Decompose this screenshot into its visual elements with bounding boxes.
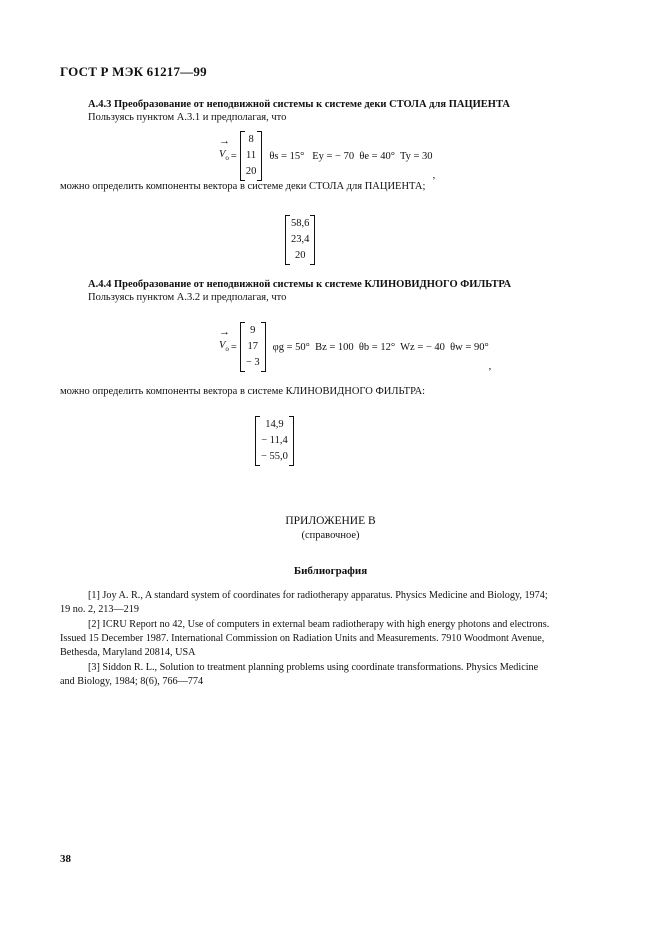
vector-vo <box>219 326 230 354</box>
result-vector-matrix <box>285 215 315 265</box>
appendix-subtitle: (справочное) <box>301 530 360 541</box>
section-a43-intro: Пользуясь пунктом А.3.1 и предполагая, что <box>88 112 287 123</box>
section-a43-result-intro: можно определить компоненты вектора в системе деки СТОЛА для ПАЦИЕНТА; <box>60 181 426 192</box>
matrix-cell: 8 <box>248 134 254 145</box>
bibliography-line: [3] Siddon R. L., Solution to treatment planning problems using coordinate transformations. Physics Medicine <box>88 662 539 673</box>
equals-sign: = <box>230 150 237 162</box>
matrix-cell: 20 <box>245 166 257 177</box>
bibliography-entry <box>60 589 605 617</box>
section-a44-result-intro: можно определить компоненты вектора в системе КЛИНОВИДНОГО ФИЛЬТРА: <box>60 386 426 397</box>
document-header: ГОСТ Р МЭК 61217—99 <box>60 64 207 79</box>
page-number: 38 <box>60 853 71 865</box>
matrix-cell: − 55,0 <box>261 451 288 462</box>
appendix-title: ПРИЛОЖЕНИЕ В <box>285 515 376 527</box>
section-a43-title-caps: СТОЛА для ПАЦИЕНТА <box>389 99 511 110</box>
bibliography-line: Bethesda, Maryland 20814, USA <box>60 647 196 658</box>
vector-subscript: o <box>225 154 229 163</box>
section-a44-result <box>252 416 297 466</box>
bibliography-list <box>60 589 605 689</box>
matrix-cell: 17 <box>247 341 258 352</box>
matrix-cell: − 3 <box>245 357 260 368</box>
bibliography-entry <box>60 618 605 660</box>
matrix-cell: 58,6 <box>291 218 310 229</box>
section-a43-result <box>282 215 318 265</box>
vector-subscript: o <box>225 345 229 354</box>
section-a44-number: А.4.4 <box>88 279 114 290</box>
matrix-cell: − 11,4 <box>261 435 288 446</box>
bibliography-heading: Библиография <box>293 565 368 577</box>
section-a44-title-text: Преобразование от неподвижной системы к системе <box>113 279 365 290</box>
section-a43-number: А.4.3 <box>88 99 114 110</box>
parameter-list: φg = 50° Bz = 100 θb = 12° Wz = − 40 θw = 90° <box>272 341 489 353</box>
bibliography-entry <box>60 661 605 689</box>
bibliography-line: and Biology, 1984; 8(6), 766—774 <box>60 676 204 687</box>
parameter-list: θs = 15° Ey = − 70 θe = 40° Ty = 30 <box>269 150 433 162</box>
matrix-cell: 9 <box>250 325 256 336</box>
section-a43-equation <box>219 131 435 181</box>
bibliography-line: 19 no. 2, 213—219 <box>60 604 139 615</box>
bibliography-line: [2] ICRU Report no 42, Use of computers in external beam radiotherapy with high energy photons and electrons. <box>88 619 550 630</box>
section-a43-title-text: Преобразование от неподвижной системы к системе деки <box>113 99 390 110</box>
section-a44-intro: Пользуясь пунктом А.3.2 и предполагая, что <box>88 292 287 303</box>
matrix-cell: 23,4 <box>291 234 310 245</box>
equals-sign: = <box>230 341 237 353</box>
bibliography-line: Issued 15 December 1987. International Commission on Radiation Units and Measurements. 7910 Woodmont Avenue, <box>60 633 545 644</box>
vector-symbol: V <box>219 340 226 352</box>
bibliography-line: [1] Joy A. R., A standard system of coordinates for radiotherapy apparatus. Physics Medicine and Biology, 1974; <box>88 590 548 601</box>
trailing-comma: , <box>432 170 436 181</box>
section-a44-equation <box>219 322 491 372</box>
matrix-cell: 11 <box>246 150 257 161</box>
matrix-cell: 14,9 <box>265 419 284 430</box>
result-vector-matrix <box>255 416 294 466</box>
vector-arrow: → <box>219 135 230 148</box>
vector-symbol: V <box>219 149 226 161</box>
input-vector-matrix <box>240 131 263 181</box>
section-a43-title <box>88 99 510 110</box>
vector-arrow: → <box>219 326 230 339</box>
trailing-comma: , <box>488 361 492 372</box>
input-vector-matrix <box>240 322 266 372</box>
section-a44-title <box>88 279 511 290</box>
matrix-cell: 20 <box>294 250 306 261</box>
vector-vo <box>219 135 230 163</box>
section-a44-title-caps: КЛИНОВИДНОГО ФИЛЬТРА <box>364 279 512 290</box>
